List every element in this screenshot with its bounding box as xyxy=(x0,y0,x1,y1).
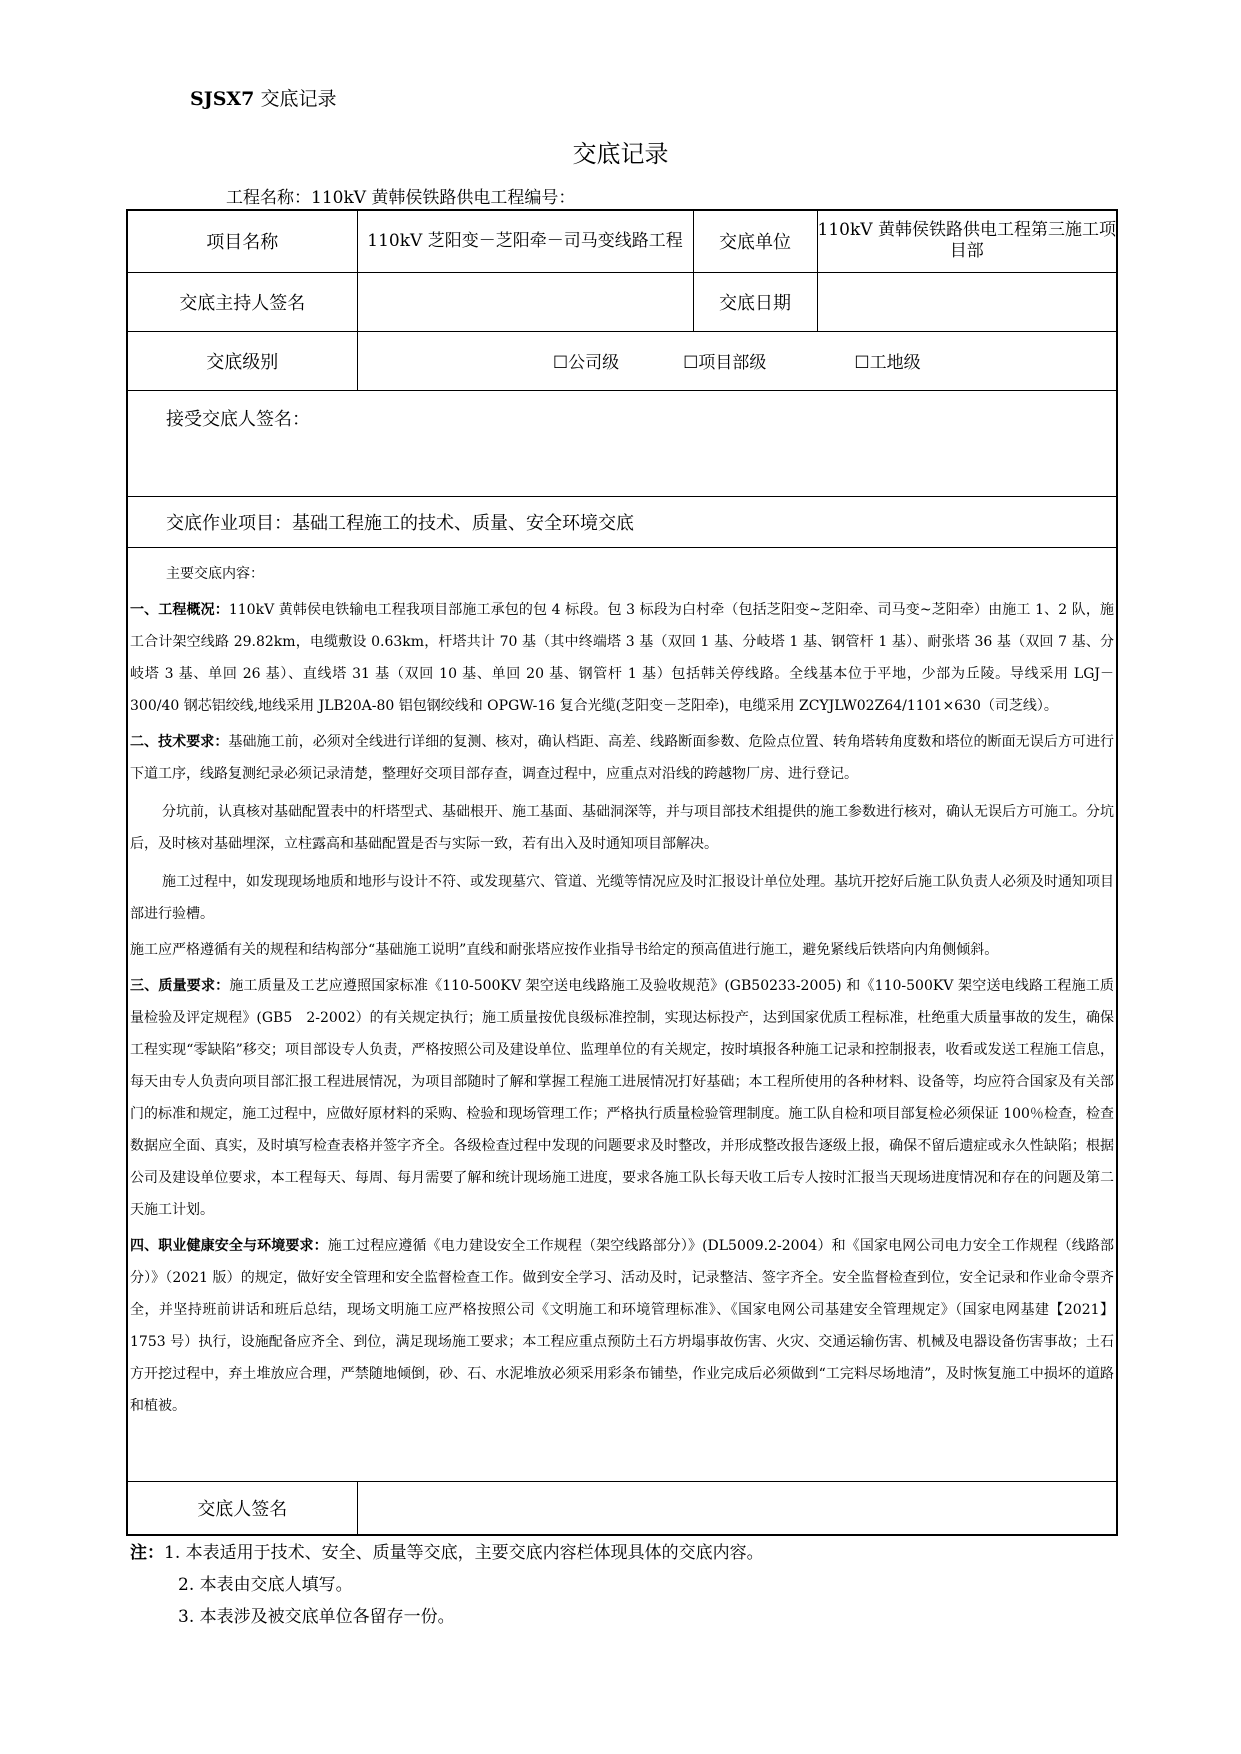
disclosure-level-label: 交底级别 xyxy=(127,331,357,390)
section-safety-title: 四、职业健康安全与环境要求： xyxy=(130,1237,328,1254)
section-technical xyxy=(130,726,1114,790)
section-technical-paragraph: 施工应严格遵循有关的规程和结构部分“基础施工说明”直线和耐张塔应按作业指导书给定的预高值进行施工，避免紧线后铁塔向内角侧倾斜。 xyxy=(130,941,999,958)
disclosure-date-label: 交底日期 xyxy=(693,272,817,331)
form-code-number: SJSX7 xyxy=(190,88,255,110)
discloser-sign-label: 交底人签名 xyxy=(127,1481,357,1535)
section-overview-title: 一、工程概况： xyxy=(130,601,229,618)
host-sign-label: 交底主持人签名 xyxy=(127,272,357,331)
form-code-suffix: 交底记录 xyxy=(254,88,337,110)
receiver-sign-field[interactable] xyxy=(127,390,1117,496)
note-item: 2. 本表由交底人填写。 xyxy=(178,1575,353,1595)
section-quality-title: 三、质量要求： xyxy=(130,977,230,994)
section-technical-paragraph: 分坑前，认真核对基础配置表中的杆塔型式、基础根开、施工基面、基础洞深等，并与项目部技术组提供的施工参数进行核对，确认无误后方可施工。分坑后，及时核对基础埋深，立柱露高和基础配置是否与实际一致，若有出入及时通知项目部解决。 xyxy=(130,803,1114,852)
section-overview-body: 110kV 黄韩侯电铁输电工程我项目部施工承包的包 4 标段。包 3 标段为白村牵（包括芝阳变~芝阳牵、司马变~芝阳牵）由施工 1、2 队，施工合计架空线路 29.82km，电缆敷设 0.63km，杆塔共计 70 基（其中终端塔 3 基（双回 1 基、分岐塔 1 基、钢管杆 1 基）、耐张塔 36 基（双回 7 基、分岐塔 3 基、单回 26 基）、直线塔 31 基（双回 10 基、单回 20 基、钢管杆 1 基）包括韩关停线路。全线基本位于平地，少部为丘陵。导线采用 LGJ－300/40 钢芯铝绞线,地线采用 JLB20A-80 铝包钢绞线和 OPGW-16 复合光缆(芝阳变－芝阳牵)，电缆采用 ZCYJLW02Z64/1101×630（司芝线）。 xyxy=(130,601,1114,714)
section-technical-paragraph: 施工过程中，如发现现场地质和地形与设计不符、或发现墓穴、管道、光缆等情况应及时汇报设计单位处理。基坑开挖好后施工队负责人必须及时通知项目部进行验槽。 xyxy=(130,873,1114,922)
project-name-value[interactable]: 110kV 芝阳变－芝阳牵－司马变线路工程 xyxy=(357,210,693,272)
disclosure-unit-label: 交底单位 xyxy=(693,210,817,272)
section-quality xyxy=(130,970,1114,1226)
project-name-line: 工程名称：110kV 黄韩侯铁路供电工程编号： xyxy=(226,188,576,208)
disclosure-form-table xyxy=(126,209,1118,1536)
host-sign-row xyxy=(127,272,1117,331)
section-technical-body: 基础施工前，必须对全线进行详细的复测、核对，确认档距、高差、线路断面参数、危险点位置、转角塔转角度数和塔位的断面无误后方可进行下道工序，线路复测纪录必须记录清楚，整理好交项目部存查，调查过程中，应重点对沿线的跨越物厂房、进行登记。 xyxy=(130,733,1114,782)
project-name-label: 项目名称 xyxy=(127,210,357,272)
task-label: 交底作业项目：基础工程施工的技术、质量、安全环境交底 xyxy=(127,496,1117,547)
disclosure-unit-value[interactable]: 110kV 黄韩侯铁路供电工程第三施工项目部 xyxy=(817,210,1117,272)
section-quality-body: 施工质量及工艺应遵照国家标准《110-500KV 架空送电线路施工及验收规范》(GB50233-2005) 和《110-500KV 架空送电线路工程施工质量检验及评定规程》(GB5 2-2002）的有关规定执行；施工质量按优良级标准控制，实现达标投产，达到国家优质工程标准，杜绝重大质量事故的发生，确保工程实现“零缺陷”移交；项目部设专人负责，严格按照公司及建设单位、监理单位的有关规定，按时填报各种施工记录和控制报表，收看或发送工程施工信息，每天由专人负责向项目部汇报工程进展情况，为项目部随时了解和掌握工程施工进展情况打好基础；本工程所使用的各种材料、设备等，均应符合国家及有关部门的标准和规定，施工过程中，应做好原材料的采购、检验和现场管理工作；严格执行质量检验管理制度。施工队自检和项目部复检必须保证 100％检查，检查数据应全面、真实，及时填写检查表格并签字齐全。各级检查过程中发现的问题要求及时整改，并形成整改报告逐级上报，确保不留后遗症或永久性缺陷；根据公司及建设单位要求，本工程每天、每周、每月需要了解和统计现场施工进度，要求各施工队长每天收工后专人按时汇报当天现场进度情况和存在的问题及第二天施工计划。 xyxy=(130,977,1114,1218)
note-item: 注：1. 本表适用于技术、安全、质量等交底，主要交底内容栏体现具体的交底内容。 xyxy=(130,1543,764,1563)
section-safety xyxy=(130,1230,1114,1422)
main-content-cell xyxy=(127,547,1117,1481)
level-company-checkbox[interactable]: ☐公司级 xyxy=(552,353,620,373)
host-sign-field[interactable] xyxy=(357,272,693,331)
level-site-checkbox[interactable]: ☐工地级 xyxy=(854,353,921,373)
section-safety-body: 施工过程应遵循《电力建设安全工作规程（架空线路部分）》(DL5009.2-2004）和《国家电网公司电力安全工作规程（线路部分）》（2021 版）的规定，做好安全管理和安全监督检查工作。做到安全学习、活动及时，记录整洁、签字齐全。安全监督检查到位，安全记录和作业命令票齐全，并坚持班前讲话和班后总结，现场文明施工应严格按照公司《文明施工和环境管理标准》、《国家电网公司基建安全管理规定》（国家电网基建【2021】1753 号）执行，设施配备应齐全、到位，满足现场施工要求；本工程应重点预防土石方坍塌事故伤害、火灾、交通运输伤害、机械及电器设备伤害事故；土石方开挖过程中，弃土堆放应合理，严禁随地倾倒，砂、石、水泥堆放必须采用彩条布铺垫，作业完成后必须做到“工完料尽场地清”，及时恢复施工中损坏的道路和植被。 xyxy=(130,1237,1115,1414)
form-code xyxy=(190,84,336,111)
task-row xyxy=(127,496,1117,547)
receiver-sign-label: 接受交底人签名： xyxy=(166,408,310,430)
discloser-sign-field[interactable] xyxy=(357,1481,1117,1535)
note-item: 3. 本表涉及被交底单位各留存一份。 xyxy=(178,1607,455,1627)
section-technical-title: 二、技术要求： xyxy=(130,733,229,750)
project-name-row xyxy=(127,210,1117,272)
discloser-sign-row xyxy=(127,1481,1117,1535)
notes-section xyxy=(130,1537,764,1633)
section-overview xyxy=(130,594,1114,722)
notes-prefix: 注： xyxy=(130,1543,164,1563)
level-project-dept-checkbox[interactable]: ☐项目部级 xyxy=(683,353,767,373)
disclosure-date-field[interactable] xyxy=(817,272,1117,331)
receiver-sign-row xyxy=(127,390,1117,496)
disclosure-level-row xyxy=(127,331,1117,390)
disclosure-level-options xyxy=(357,331,1117,390)
content-heading: 主要交底内容： xyxy=(166,565,264,582)
content-row xyxy=(127,547,1117,1481)
document-title: 交底记录 xyxy=(572,140,669,168)
